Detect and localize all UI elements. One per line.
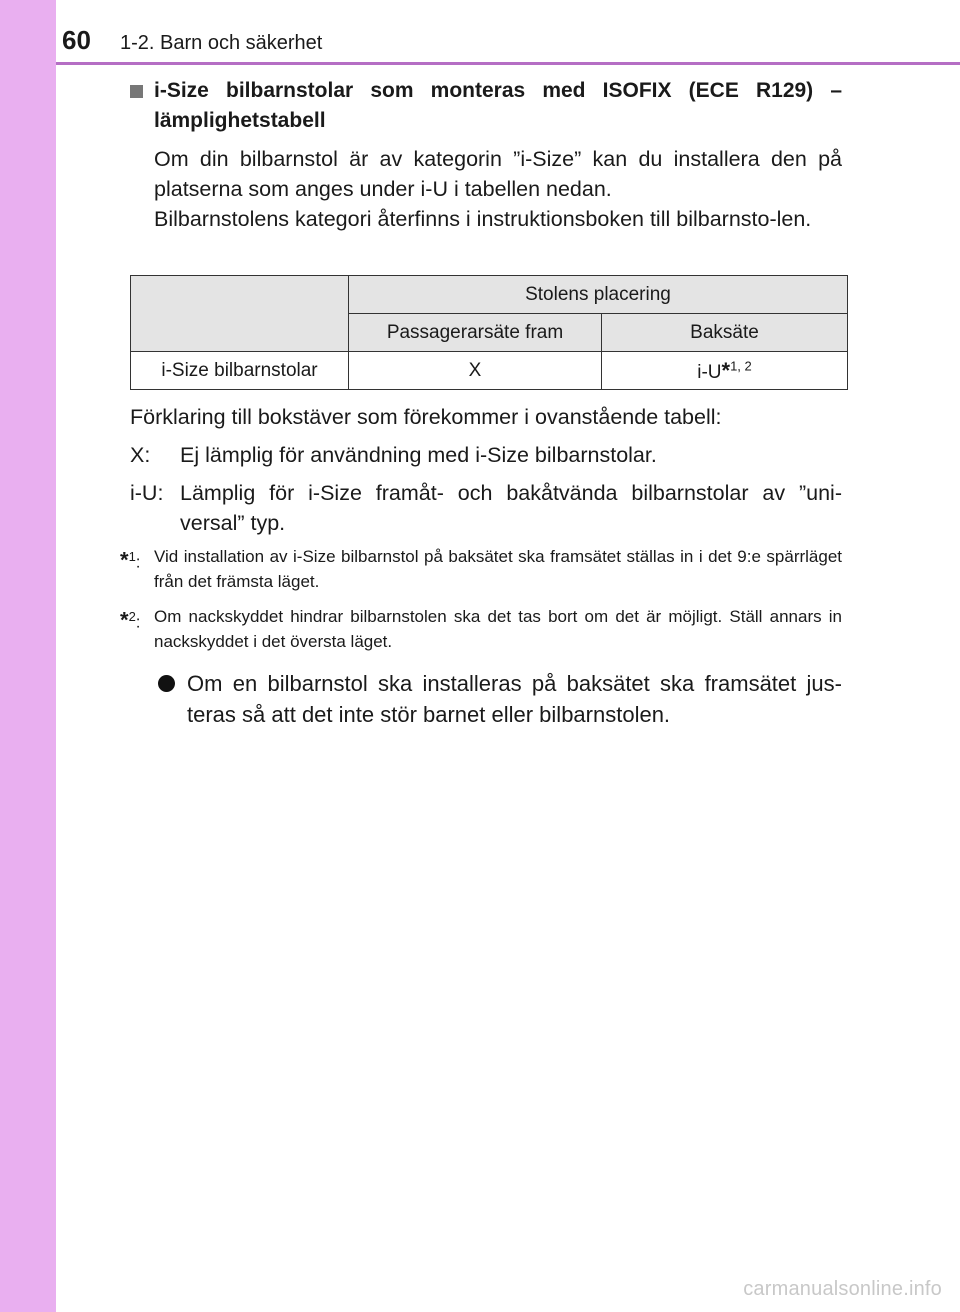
header-rule xyxy=(56,62,960,65)
section-heading xyxy=(130,76,842,136)
table-row xyxy=(131,352,848,390)
legend-intro: Förklaring till bokstäver som förekommer i ovanstående tabell: xyxy=(130,405,722,429)
footnote-number: 2 xyxy=(128,609,136,624)
note-reference: 1, 2 xyxy=(730,358,752,374)
legend-key: X: xyxy=(130,443,151,467)
circle-bullet-icon xyxy=(158,675,175,692)
watermark: carmanualsonline.info xyxy=(743,1278,942,1300)
footnote xyxy=(120,544,842,594)
legend-text: Lämplig för i-Size framåt- och bakåtvända bilbarnstolar av ”uni-versal” typ. xyxy=(180,481,842,535)
table-col-front: Passagerarsäte fram xyxy=(349,314,602,352)
footnote-suffix: : xyxy=(135,552,141,572)
footnote-number: 1 xyxy=(128,549,136,564)
asterisk-mark: * xyxy=(721,357,731,383)
legend-item xyxy=(130,478,842,538)
footnote-mark xyxy=(120,544,154,594)
footnote xyxy=(120,604,842,654)
table-cell-rear xyxy=(602,352,848,390)
bullet-text: Om en bilbarnstol ska installeras på baksätet ska framsätet jus-teras så att det inte stör barnet eller bilbarnstolen. xyxy=(187,671,842,727)
sidebar-band xyxy=(0,0,56,1312)
section-isofix xyxy=(130,76,842,234)
bullet-row xyxy=(158,668,842,730)
footnote-text: Om nackskyddet hindrar bilbarnstolen ska det tas bort om det är möjligt. Ställ annars in nackskyddet i det översta läget. xyxy=(154,607,842,651)
asterisk-mark: * xyxy=(120,547,129,573)
legend-key: i-U: xyxy=(130,481,164,505)
footnote-mark xyxy=(120,604,154,654)
suitability-table xyxy=(130,275,848,390)
table-group-header: Stolens placering xyxy=(349,276,848,314)
table-cell-rear-value: i-U xyxy=(697,361,722,383)
section-heading-text: i-Size bilbarnstolar som monteras med ISOFIX (ECE R129) – lämplighetstabell xyxy=(154,79,842,132)
legend-item xyxy=(130,440,842,470)
table-col-rear: Baksäte xyxy=(602,314,848,352)
chapter-title: 1-2. Barn och säkerhet xyxy=(120,32,323,54)
table-cell-front: X xyxy=(349,352,602,390)
bullet-note xyxy=(158,668,842,730)
square-bullet-icon xyxy=(130,85,143,98)
table-row-label: i-Size bilbarnstolar xyxy=(131,352,349,390)
footnote-suffix: : xyxy=(135,612,141,632)
table-row xyxy=(131,276,848,314)
asterisk-mark: * xyxy=(120,607,129,633)
table-corner-cell xyxy=(131,276,349,352)
footnote-text: Vid installation av i-Size bilbarnstol på baksätet ska framsätet ställas in i det 9:e spärrläget från det främsta läget. xyxy=(154,547,842,591)
paragraph-intro: Om din bilbarnstol är av kategorin ”i-Size” kan du installera den på platserna som anges under i-U i tabellen nedan. xyxy=(154,147,842,201)
legend-text: Ej lämplig för användning med i-Size bilbarnstolar. xyxy=(180,443,657,467)
page-number: 60 xyxy=(62,25,91,55)
paragraph-category: Bilbarnstolens kategori återfinns i instruktionsboken till bilbarnsto-len. xyxy=(154,207,812,231)
legend xyxy=(130,402,842,538)
footnotes xyxy=(120,544,842,664)
